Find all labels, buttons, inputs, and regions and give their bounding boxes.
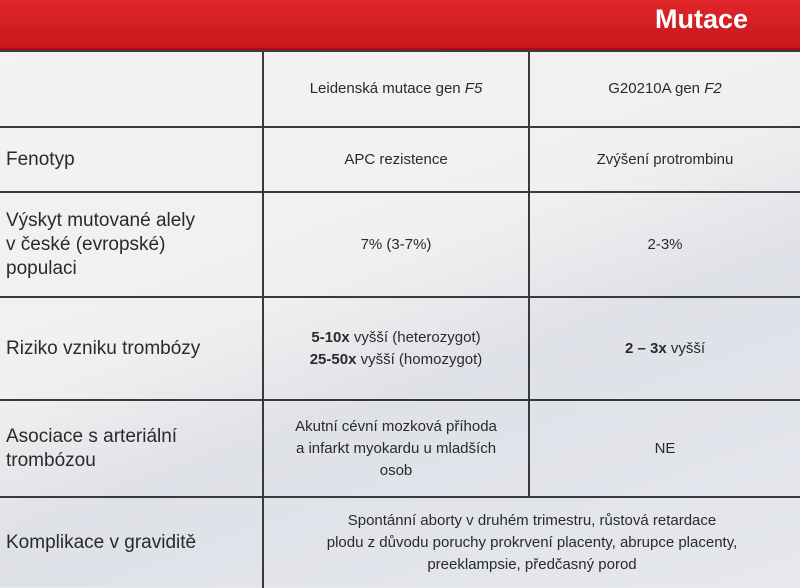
table-row [0, 400, 800, 497]
row-label-vyskyt: Výskyt mutované alely v české (evropské) populaci [0, 192, 263, 297]
gene-f5: F5 [464, 80, 483, 97]
cell-riziko-leiden: 5-10x vyšší (heterozygot) 25-50x vyšší (homozygot) [263, 297, 529, 400]
col-header-g20210a: G20210A gen F2 [529, 51, 800, 127]
table-header-row [0, 51, 800, 127]
cell-vyskyt-g20210a: 2-3% [529, 192, 800, 297]
row-label-riziko: Riziko vzniku trombózy [0, 297, 263, 400]
table-row [0, 127, 800, 192]
header-title: Mutace [654, 4, 748, 34]
table-row [0, 497, 800, 588]
table-row [0, 192, 800, 297]
gene-f2: F2 [704, 80, 722, 97]
cell-komplikace-merged: Spontánní aborty v druhém trimestru, růstová retardace plodu z důvodu poruchy prokrvení placenty, abrupce placenty, preeklampsie, předčasný porod [263, 497, 800, 588]
cell-riziko-g20210a: 2 – 3x vyšší [529, 297, 800, 400]
table-row [0, 297, 800, 400]
cell-asociace-leiden: Akutní cévní mozková příhoda a infarkt myokardu u mladších osob [263, 400, 529, 497]
header-bar [0, 0, 800, 50]
row-label-komplikace: Komplikace v graviditě [0, 497, 263, 588]
col-header-leiden: Leidenská mutace gen F5 [263, 51, 529, 127]
corner-cell [0, 51, 263, 127]
row-label-fenotyp: Fenotyp [0, 127, 263, 192]
mutation-table [0, 50, 800, 588]
row-label-asociace: Asociace s arteriální trombózou [0, 400, 263, 497]
cell-fenotyp-leiden: APC rezistence [263, 127, 529, 192]
cell-fenotyp-g20210a: Zvýšení protrombinu [529, 127, 800, 192]
cell-vyskyt-leiden: 7% (3-7%) [263, 192, 529, 297]
cell-asociace-g20210a: NE [529, 400, 800, 497]
